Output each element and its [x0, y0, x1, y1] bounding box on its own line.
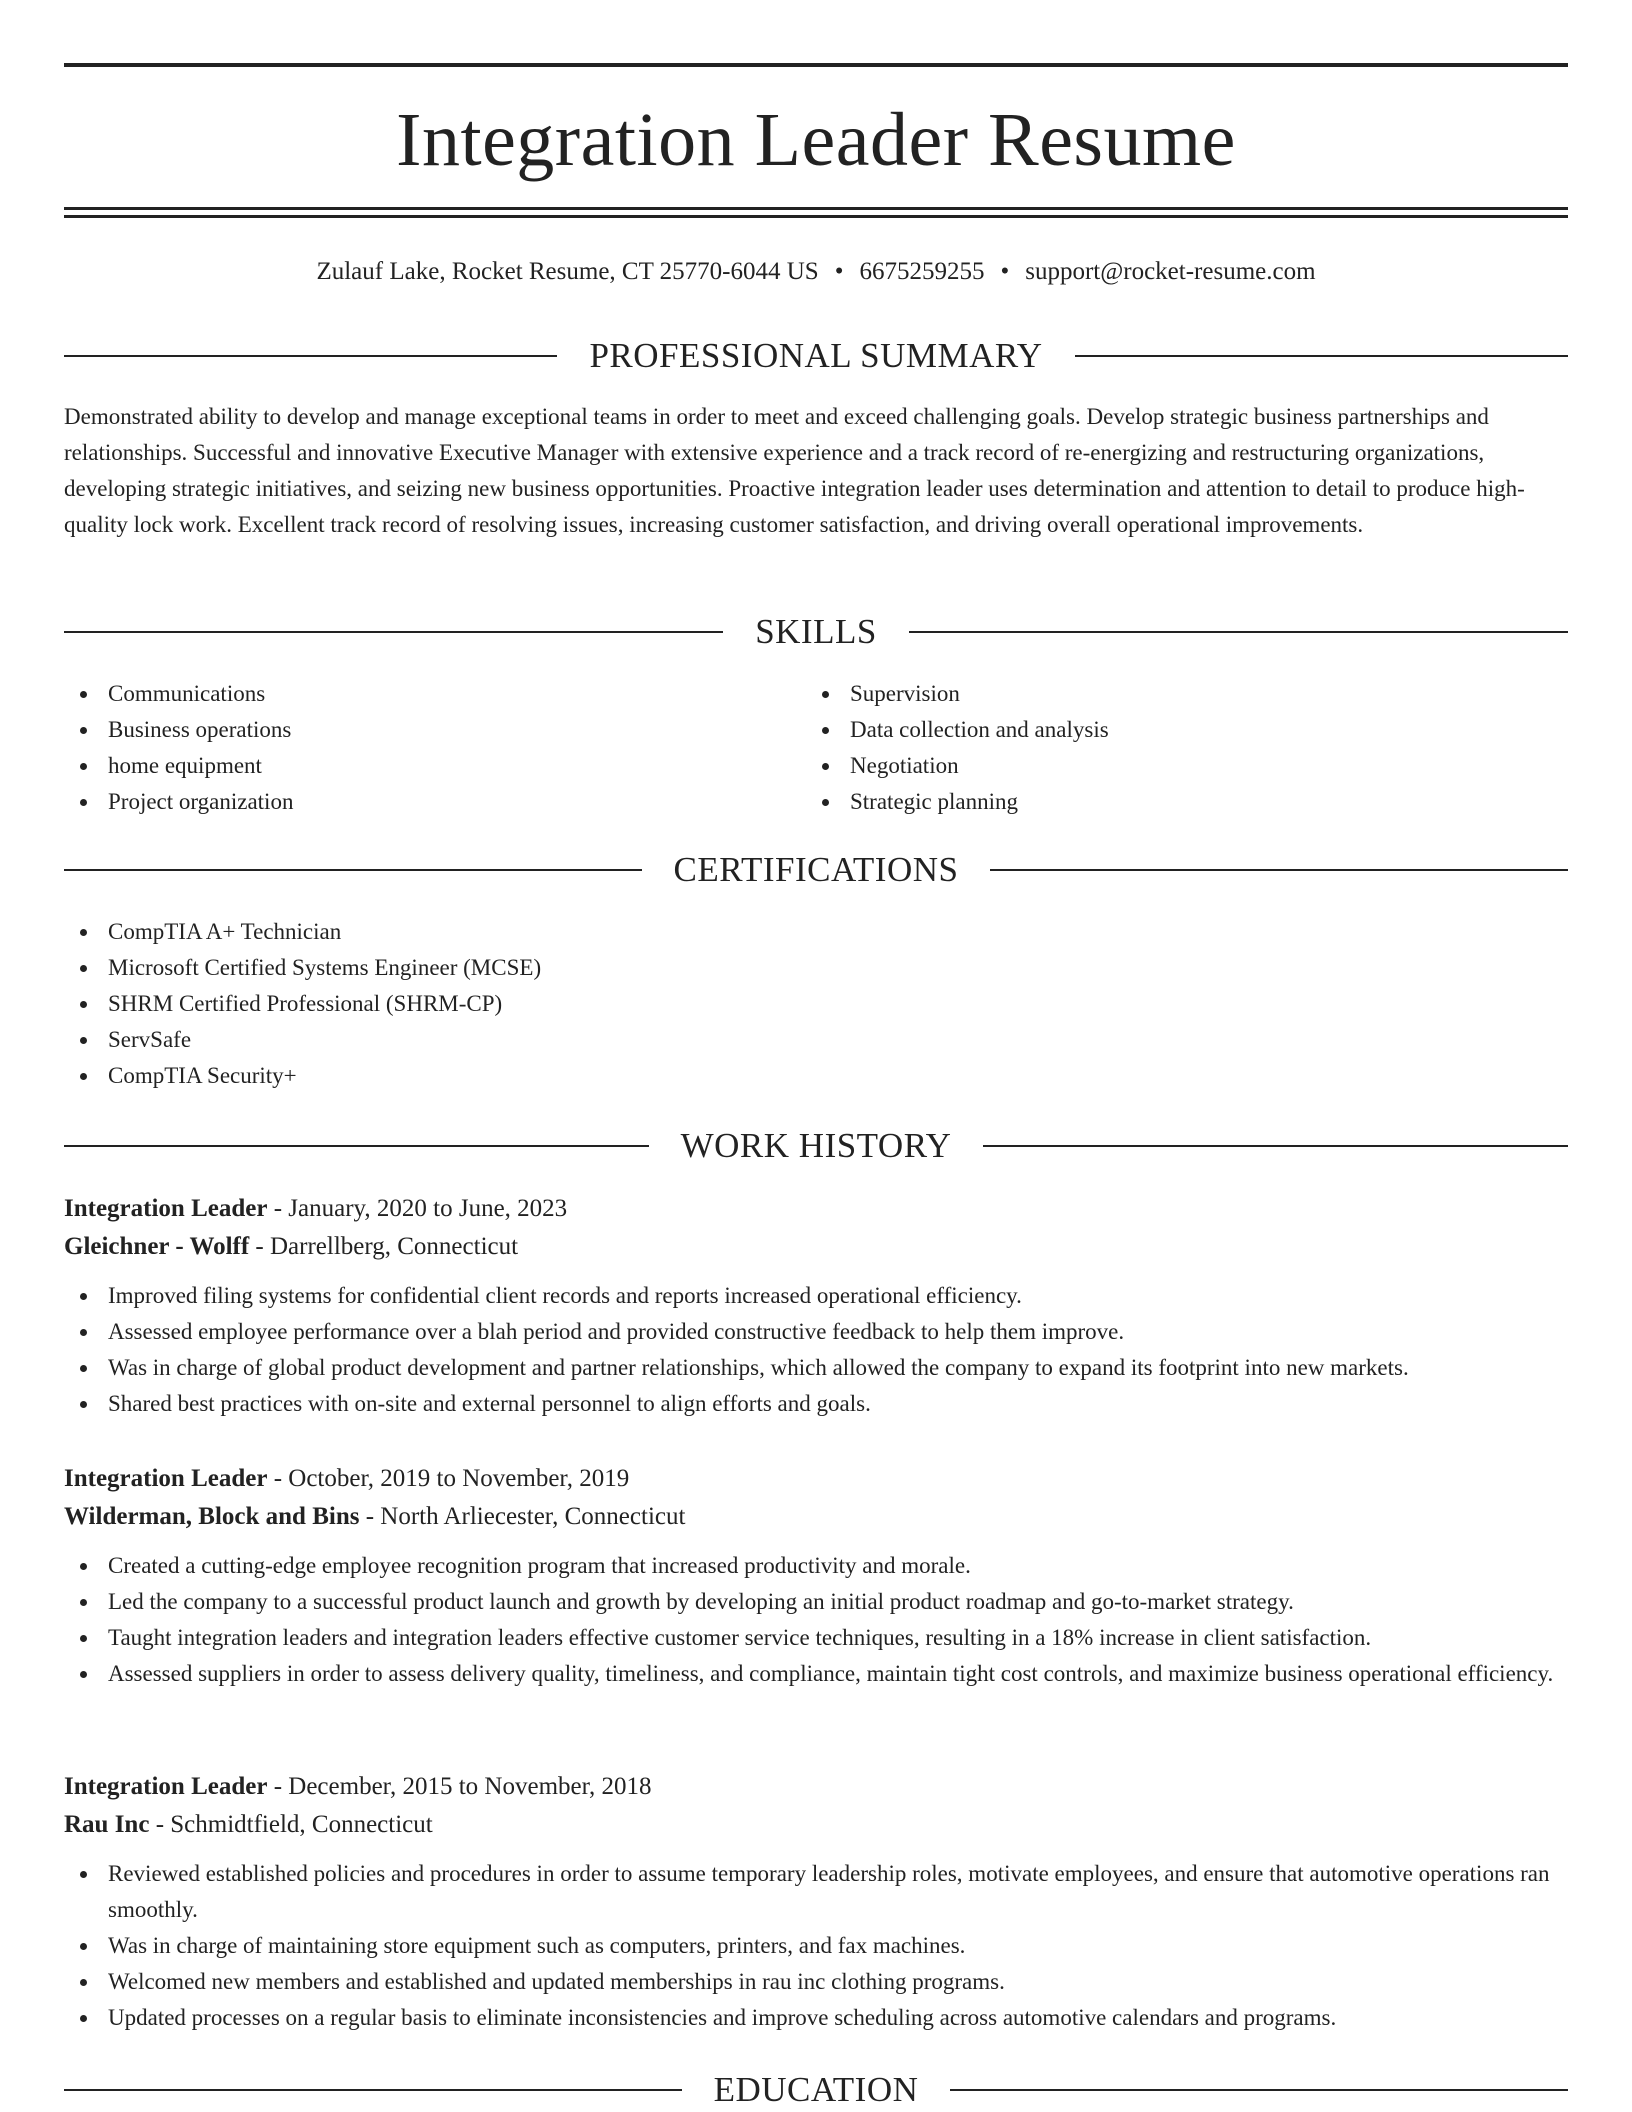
skill-item: Data collection and analysis	[806, 712, 1506, 748]
skill-item: home equipment	[64, 748, 764, 784]
section-header-education	[64, 2068, 1568, 2112]
certification-item: CompTIA Security+	[64, 1058, 1568, 1094]
contact-email: support@rocket-resume.com	[1025, 258, 1316, 285]
section-header-certifications	[64, 848, 1568, 892]
certification-item: CompTIA A+ Technician	[64, 914, 1568, 950]
certification-item: SHRM Certified Professional (SHRM-CP)	[64, 986, 1568, 1022]
skill-item: Business operations	[64, 712, 764, 748]
resume-title: Integration Leader Resume	[396, 98, 1236, 182]
skill-item: Communications	[64, 676, 764, 712]
divider	[909, 631, 1568, 633]
divider	[1075, 355, 1568, 357]
section-header-summary	[64, 334, 1568, 378]
title-rule-upper	[64, 207, 1568, 210]
job-location: - North Arliecester, Connecticut	[359, 1503, 686, 1530]
skill-item: Supervision	[806, 676, 1506, 712]
divider	[950, 2089, 1568, 2091]
section-header-skills	[64, 610, 1568, 654]
job-location: - Schmidtfield, Connecticut	[149, 1811, 433, 1838]
section-title: CERTIFICATIONS	[673, 850, 959, 889]
top-rule	[64, 63, 1568, 67]
summary-text: Demonstrated ability to develop and manage exceptional teams in order to meet and exceed challenging goals. Develop strategic business partnerships and relationships. Successful and innovative Executive Manager with extensive experience and a track record of re-energizing and restructuring organizations, developing strategic initiatives, and seizing new business opportunities. Proactive integration leader uses determination and attention to detail to produce high-quality lock work. Excellent track record of resolving issues, increasing customer satisfaction, and driving overall operational improvements.	[64, 404, 1525, 537]
job-title: Integration Leader	[64, 1773, 268, 1800]
skill-item: Strategic planning	[806, 784, 1506, 820]
job-title-line	[64, 1460, 1568, 1498]
title-rule-lower	[64, 215, 1568, 218]
job-bullet: Was in charge of global product development and partner relationships, which allowed the company to expand its footprint into new markets.	[64, 1350, 1568, 1386]
divider	[64, 2089, 682, 2091]
contact-separator: •	[1000, 258, 1010, 285]
skills-column-left	[64, 676, 764, 820]
job-company: Rau Inc	[64, 1811, 150, 1838]
job-company-line	[64, 1228, 1568, 1266]
job-bullet: Welcomed new members and established and updated memberships in rau inc clothing programs.	[64, 1964, 1568, 2000]
job-entry	[64, 1768, 1568, 2036]
job-bullet: Reviewed established policies and procedures in order to assume temporary leadership roles, motivate employees, and ensure that automotive operations ran smoothly.	[64, 1856, 1568, 1928]
contact-separator: •	[834, 258, 844, 285]
job-company: Gleichner - Wolff	[64, 1233, 250, 1260]
job-bullet: Created a cutting-edge employee recognition program that increased productivity and morale.	[64, 1548, 1568, 1584]
job-dates: - October, 2019 to November, 2019	[267, 1465, 630, 1492]
divider	[64, 355, 557, 357]
section-title: SKILLS	[755, 612, 877, 651]
certifications-list	[64, 914, 1568, 1094]
job-title-line	[64, 1768, 1568, 1806]
skills-column-right	[806, 676, 1506, 820]
divider	[64, 1145, 649, 1147]
job-title: Integration Leader	[64, 1465, 268, 1492]
job-company-line	[64, 1498, 1568, 1536]
divider	[64, 631, 723, 633]
contact-line	[64, 254, 1568, 290]
job-company: Wilderman, Block and Bins	[64, 1503, 360, 1530]
skill-item: Negotiation	[806, 748, 1506, 784]
job-bullet: Shared best practices with on-site and external personnel to align efforts and goals.	[64, 1386, 1568, 1422]
divider	[990, 869, 1568, 871]
job-location: - Darrellberg, Connecticut	[249, 1233, 519, 1260]
skill-item: Project organization	[64, 784, 764, 820]
job-bullet: Assessed suppliers in order to assess delivery quality, timeliness, and compliance, maintain tight cost controls, and maximize business operational efficiency.	[64, 1656, 1568, 1692]
job-title: Integration Leader	[64, 1195, 268, 1222]
certification-item: ServSafe	[64, 1022, 1568, 1058]
job-entry	[64, 1460, 1568, 1692]
job-entry	[64, 1190, 1568, 1422]
section-title: EDUCATION	[713, 2070, 919, 2109]
section-title: PROFESSIONAL SUMMARY	[589, 336, 1043, 375]
certification-item: Microsoft Certified Systems Engineer (MCSE)	[64, 950, 1568, 986]
job-bullet: Led the company to a successful product launch and growth by developing an initial product roadmap and go-to-market strategy.	[64, 1584, 1568, 1620]
job-dates: - January, 2020 to June, 2023	[267, 1195, 568, 1222]
job-company-line	[64, 1806, 1568, 1844]
job-bullet: Updated processes on a regular basis to eliminate inconsistencies and improve scheduling across automotive calendars and programs.	[64, 2000, 1568, 2036]
job-bullet: Assessed employee performance over a blah period and provided constructive feedback to help them improve.	[64, 1314, 1568, 1350]
job-bullet: Taught integration leaders and integration leaders effective customer service techniques, resulting in a 18% increase in client satisfaction.	[64, 1620, 1568, 1656]
job-dates: - December, 2015 to November, 2018	[267, 1773, 652, 1800]
job-bullet: Improved filing systems for confidential client records and reports increased operational efficiency.	[64, 1278, 1568, 1314]
section-title: WORK HISTORY	[680, 1126, 952, 1165]
divider	[983, 1145, 1568, 1147]
section-header-work-history	[64, 1124, 1568, 1168]
divider	[64, 869, 642, 871]
contact-phone: 6675259255	[859, 258, 985, 285]
job-title-line	[64, 1190, 1568, 1228]
contact-address: Zulauf Lake, Rocket Resume, CT 25770-6044 US	[316, 258, 819, 285]
job-bullet: Was in charge of maintaining store equipment such as computers, printers, and fax machines.	[64, 1928, 1568, 1964]
